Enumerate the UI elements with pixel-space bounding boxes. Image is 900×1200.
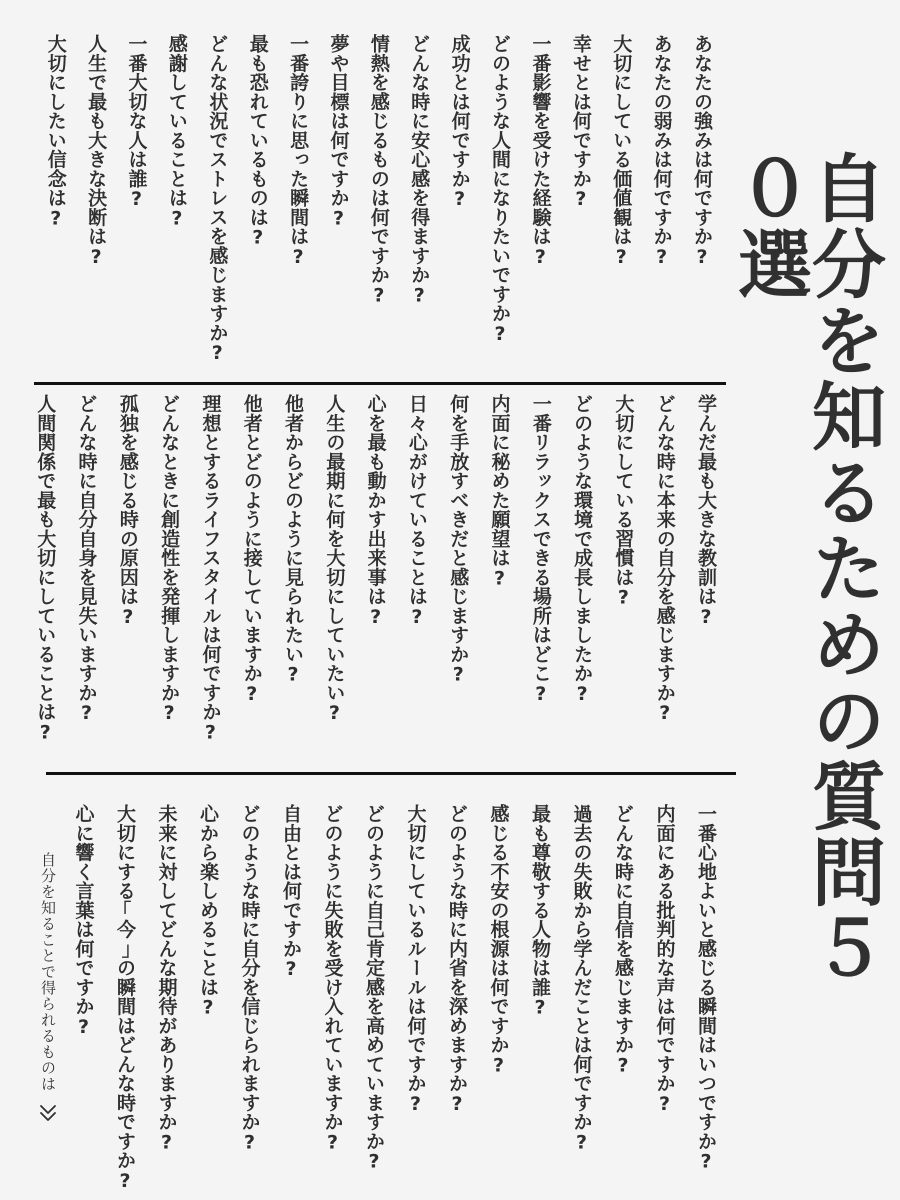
question-item: どのような時に内省を深めますか? <box>446 804 468 1115</box>
question-item: 一番影響を受けた経験は? <box>529 34 552 268</box>
question-group-1 <box>36 34 720 380</box>
question-item: 人間関係で最も大切にしていることは? <box>34 394 57 744</box>
question-item: 他者とどのように接していますか? <box>240 394 263 705</box>
question-item: 未来に対してどんな期待がありますか? <box>155 804 178 1154</box>
question-item: 感謝していることは? <box>165 34 188 230</box>
question-item: 日々心がけていることは? <box>405 394 428 628</box>
question-item: 大切にしているルールは何ですか? <box>404 804 427 1115</box>
question-item: あなたの強みは何ですか? <box>691 34 713 268</box>
question-item: 大切にしている習慣は? <box>612 394 635 609</box>
question-item: 大切にする｢今｣の瞬間はどんな時ですか? <box>114 804 136 1192</box>
question-item: どのような時に自分を信じられますか? <box>238 804 261 1154</box>
question-item: 何を手放すべきだと感じますか? <box>447 394 470 686</box>
question-item: 最も尊敬する人物は誰? <box>529 804 551 1019</box>
question-item: 他者からどのように見られたい? <box>282 394 305 686</box>
question-item: どのような環境で成長しましたか? <box>571 394 594 705</box>
question-item: 最も恐れているものは? <box>246 34 269 249</box>
question-item: 一番心地よいと感じる瞬間はいつですか? <box>695 804 717 1173</box>
question-group-2 <box>34 394 724 768</box>
question-item: 理想とするライフスタイルは何ですか? <box>199 394 222 744</box>
question-item: 心に響く言葉は何ですか? <box>72 804 95 1038</box>
double-chevron-down-icon <box>39 1102 57 1124</box>
question-item: どんな状況でストレスを感じますか? <box>206 34 229 365</box>
question-item: 情熱を感じるものは何ですか? <box>367 34 390 307</box>
section-divider <box>34 382 726 385</box>
question-item: どんな時に本来の自分を感じますか? <box>653 394 676 725</box>
page-title: 自分を知るための質問５０選 <box>726 150 886 986</box>
question-item: あなたの弱みは何ですか? <box>650 34 673 268</box>
question-item: どんな時に安心感を得ますか? <box>408 34 431 307</box>
question-item: 一番誇りに思った瞬間は? <box>287 34 310 268</box>
question-item: 過去の失敗から学んだことは何ですか? <box>570 804 593 1154</box>
question-item: 心を最も動かす出来事は? <box>364 394 387 628</box>
question-item: 成功とは何ですか? <box>448 34 471 211</box>
question-item: どのように失敗を受け入れていますか? <box>321 804 344 1154</box>
question-item: 人生で最も大きな決断は? <box>85 34 108 268</box>
question-item: 一番大切な人は誰? <box>125 34 148 211</box>
section-divider <box>46 772 736 775</box>
question-item: 感じる不安の根源は何ですか? <box>487 804 510 1077</box>
question-item: どんな時に自分自身を見失いますか? <box>75 394 98 725</box>
question-item: 内面に秘めた願望は? <box>488 394 511 590</box>
question-item: 夢や目標は何ですか? <box>327 34 350 230</box>
question-item: 孤独を感じる時の原因は? <box>116 394 139 628</box>
question-item: 一番リラックスできる場所はどこ? <box>529 394 552 705</box>
question-item: どのような人間になりたいですか? <box>489 34 512 345</box>
question-item: 人生の最期に何を大切にしていたい? <box>323 394 346 725</box>
question-item: 内面にある批判的な声は何ですか? <box>653 804 676 1115</box>
question-item: どんなときに創造性を発揮しますか? <box>158 394 181 725</box>
footer-text: 自分を知ることで得られるものは <box>39 852 57 1092</box>
question-item: 自由とは何ですか? <box>280 804 302 981</box>
question-item: 大切にしたい信念は? <box>44 34 67 230</box>
footer-note <box>36 852 60 1182</box>
question-item: 大切にしている価値観は? <box>610 34 633 268</box>
question-item: 心から楽しめることは? <box>197 804 219 1019</box>
question-item: どんな時に自信を感じますか? <box>612 804 634 1077</box>
question-group-3 <box>72 804 724 1192</box>
question-item: どのように自己肯定感を高めていますか? <box>363 804 385 1173</box>
question-item: 幸せとは何ですか? <box>569 34 592 211</box>
question-item: 学んだ最も大きな教訓は? <box>695 394 717 628</box>
